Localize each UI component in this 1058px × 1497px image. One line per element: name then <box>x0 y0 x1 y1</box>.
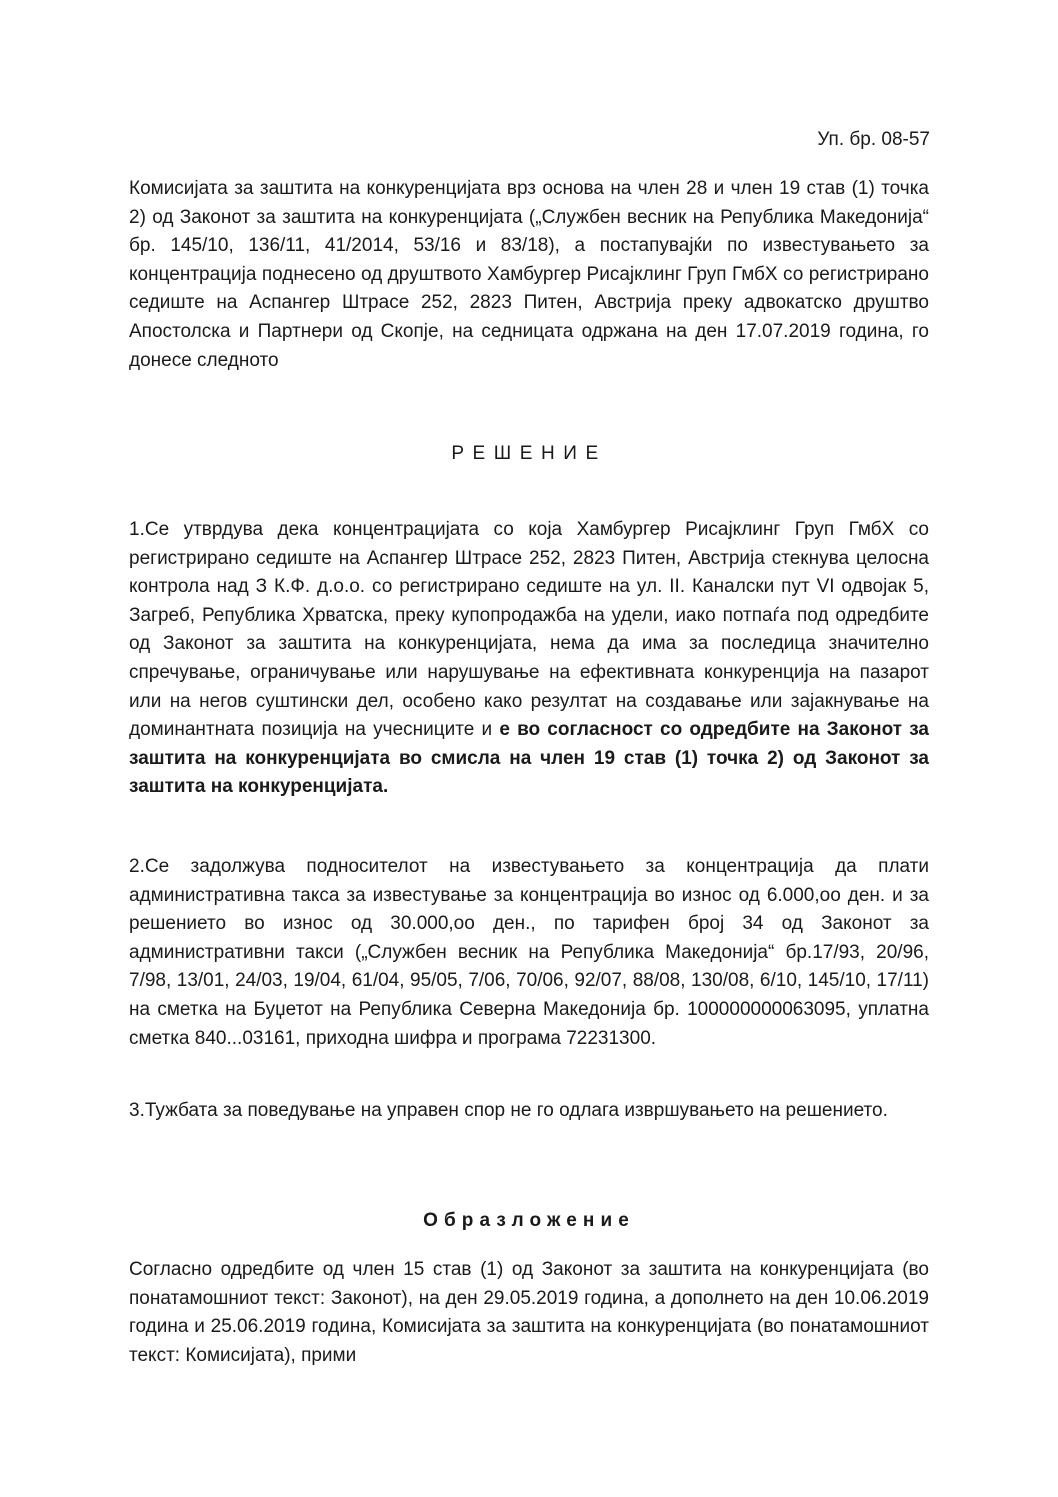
reasoning-paragraph: Согласно одредбите од член 15 став (1) од Законот за заштита на конкуренцијата (во понатамошниот текст: Законот), на ден 29.05.2019 година, а дополнето на ден 10.06.2019 година и 25.06.2019 година, Комисијата за заштита на конкуренцијата (во понатамошниот текст: Комисијата), прими <box>129 1259 929 1366</box>
reasoning-title: Образложение <box>423 1210 635 1231</box>
decision-item-3: 3.Тужбата за поведување на управен спор не го одлага извршувањето на решението. <box>129 1100 888 1121</box>
decision-title: РЕШЕНИЕ <box>451 443 607 464</box>
decision-item-1-bold: е во согласност со одредбите на Законот за заштита на конкуренцијата во смисла на член 19 став (1) точка 2) од Законот за заштита на конкуренцијата. <box>129 719 929 798</box>
decision-item-1 <box>129 516 929 802</box>
decision-item-1-text: 1.Се утврдува дека концентрацијата со која Хамбургер Рисајклинг Груп ГмбХ со регистрирано седиште на Аспангер Штрасе 252, 2823 Питен, Австрија стекнува целосна контрола над З К.Ф. д.о.о. со регистрирано седиште на ул. II. Каналски пут VI одвојак 5, Загреб, Република Хрватска, преку купопродажба на удели, иако потпаѓа под одредбите од Законот за заштита на конкуренцијата, нема да има за последица значително спречување, ограничување или нарушување на ефективната конкуренција на пазарот или на негов суштински дел, особено како резултат на создавање или зајакнување на доминантната позиција на учесниците и <box>129 519 929 741</box>
reference-number: Уп. бр. 08-57 <box>817 129 930 150</box>
intro-paragraph: Комисијата за заштита на конкуренцијата врз основа на член 28 и член 19 став (1) точка 2) од Законот за заштита на конкуренцијата („Службен весник на Република Македонија“ бр. 145/10, 136/11, 41/2014, 53/16 и 83/18), а постапувајќи по известувањето за концентрација поднесено од друштвото Хамбургер Рисајклинг Груп ГмбХ со регистрирано седиште на Аспангер Штрасе 252, 2823 Питен, Австрија преку адвокатско друштво Апостолска и Партнери од Скопје, на седницата одржана на ден 17.07.2019 година, го донесе следното <box>129 178 929 371</box>
decision-item-2: 2.Се задолжува подносителот на известувањето за концентрација да плати административна такса за известување за концентрација во износ од 6.000,оо ден. и за решението во износ од 30.000,оо ден., по тарифен број 34 од Законот за административни такси („Службен весник на Република Македонија“ бр.17/93, 20/96, 7/98, 13/01, 24/03, 19/04, 61/04, 95/05, 7/06, 70/06, 92/07, 88/08, 130/08, 6/10, 145/10, 17/11) на сметка на Буџетот на Република Северна Македонија бр. 100000000063095, уплатна сметка 840...03161, приходна шифра и програма 72231300. <box>129 856 929 1049</box>
